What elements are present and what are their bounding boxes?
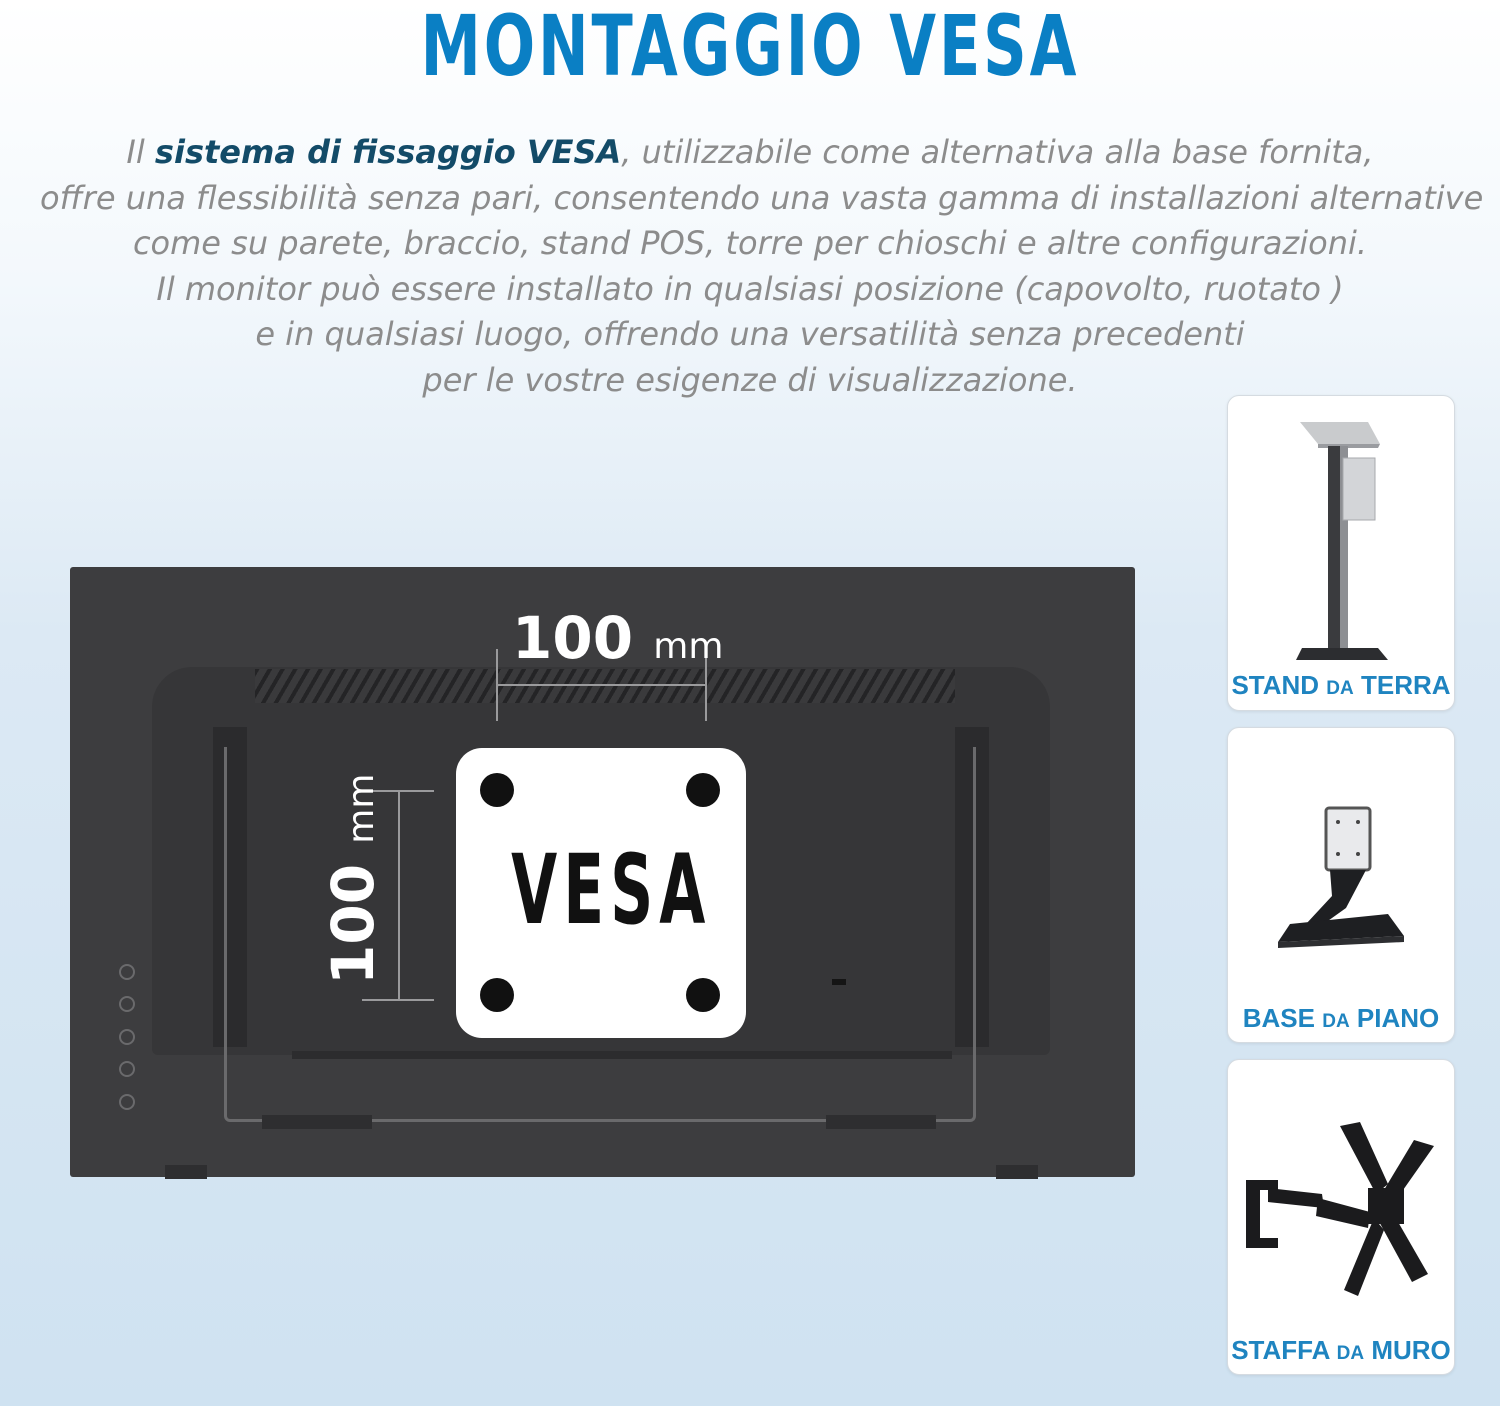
option-label — [1228, 670, 1454, 701]
description-line-2: offre una flessibilità senza pari, consentendo una vasta gamma di installazioni alternative — [40, 178, 1484, 217]
control-button — [119, 964, 135, 980]
vesa-plate — [456, 748, 746, 1038]
option-label-word: TERRA — [1360, 670, 1451, 700]
lock-slot — [832, 979, 846, 985]
horizontal-dimension-line — [498, 684, 705, 686]
mount-hole — [480, 978, 514, 1012]
option-card-desk-base — [1227, 727, 1455, 1043]
horizontal-dimension-label — [512, 603, 723, 682]
rail-clip-left — [262, 1115, 372, 1129]
mount-hole — [480, 773, 514, 807]
port-row — [292, 1051, 952, 1059]
description — [40, 130, 1484, 403]
description-text: , utilizzabile come alternativa alla base fornita, — [621, 133, 1374, 171]
description-emphasis: sistema di fissaggio VESA — [154, 133, 622, 171]
option-label — [1228, 1003, 1454, 1034]
description-line-6: per le vostre esigenze di visualizzazione. — [422, 360, 1078, 399]
desk-base-icon — [1228, 728, 1454, 1042]
description-line-5: e in qualsiasi luogo, offrendo una versatilità senza precedenti — [255, 315, 1245, 353]
description-line-1 — [40, 130, 1460, 176]
description-text: Il — [126, 133, 155, 171]
vertical-dimension-line — [398, 792, 400, 999]
option-label-connector: DA — [1326, 678, 1354, 699]
mount-hole — [686, 978, 720, 1012]
description-line-3: come su parete, braccio, stand POS, torre per chioschi e altre configurazioni. — [132, 224, 1368, 262]
mount-hole — [686, 773, 720, 807]
monitor-back-image — [70, 567, 1135, 1177]
page-title: MONTAGGIO VESA — [420, 0, 1080, 95]
vertical-dimension-value: 100 — [319, 863, 387, 985]
option-label-word: PIANO — [1356, 1003, 1440, 1033]
vertical-dimension-unit: mm — [341, 773, 382, 844]
option-card-floor-stand — [1227, 395, 1455, 711]
option-label-connector: DA — [1336, 1343, 1365, 1364]
control-button — [119, 1061, 135, 1077]
description-line-4: Il monitor può essere installato in qualsiasi posizione (capovolto, ruotato ) — [156, 269, 1344, 308]
option-label-word: STAFFA — [1231, 1335, 1330, 1365]
rail-clip-right — [826, 1115, 936, 1129]
vertical-dimension-label — [318, 774, 397, 985]
option-card-wall-bracket — [1227, 1059, 1455, 1375]
option-label-word: BASE — [1242, 1003, 1315, 1033]
horizontal-dimension-unit: mm — [653, 626, 724, 667]
option-label — [1228, 1335, 1454, 1366]
monitor-foot-right — [996, 1165, 1038, 1179]
wall-bracket-icon — [1228, 1060, 1454, 1374]
vesa-plate-label: VESA — [511, 834, 712, 946]
control-button — [119, 1094, 135, 1110]
monitor-foot-left — [165, 1165, 207, 1179]
dimension-tick-bottom — [362, 999, 434, 1001]
control-button — [119, 996, 135, 1012]
option-label-word: STAND — [1231, 670, 1320, 700]
horizontal-dimension-value: 100 — [512, 604, 634, 672]
option-label-connector: DA — [1322, 1011, 1350, 1032]
control-button — [119, 1029, 135, 1045]
option-label-word: MURO — [1371, 1335, 1451, 1365]
floor-stand-icon — [1228, 396, 1454, 710]
